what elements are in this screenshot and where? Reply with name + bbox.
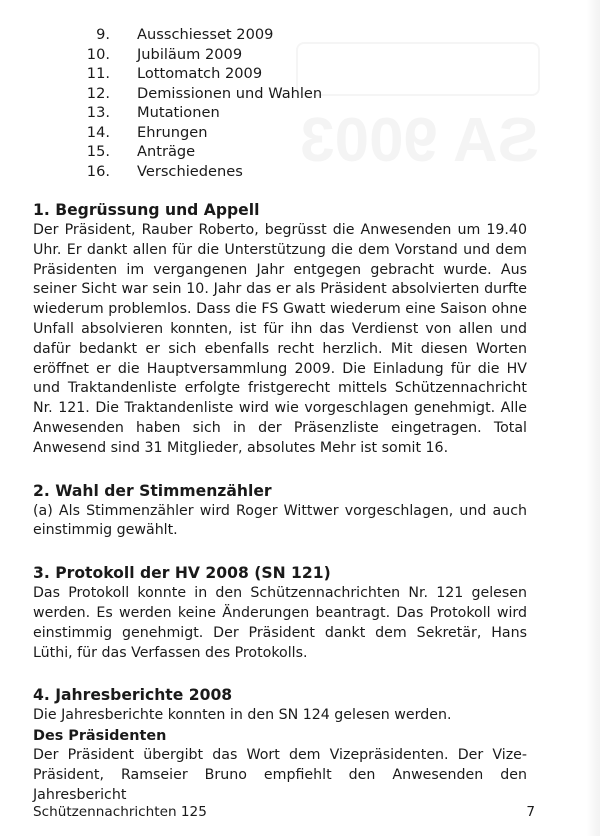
agenda-item: [0, 45, 600, 65]
subsection-text: Der Präsident übergibt das Wort dem Vizepräsidenten. Der Vize-Präsident, Ramseier Bruno empfiehlt den Anwesenden den Jahresbericht: [33, 747, 527, 803]
publication-name: Schützennachrichten 125: [33, 804, 207, 820]
agenda-label: Anträge: [137, 143, 196, 160]
section-text: Der Präsident, Rauber Roberto, begrüsst die Anwesenden um 19.40 Uhr. Er dankt allen für die Unterstützung die dem Vorstand und dem Präsidenten im vergangenen Jahr entgegen gebracht wurde. Aus seiner Sicht war sein 10. Jahr das er als Präsident absolvierten durfte wiederum problemlos. Dass die FS Gwatt wiederum eine Saison ohne Unfall absolvieren konnten, ist für ihn das Verdienst von allen und dafür bedankt er sich ebenfalls recht herzlich. Mit diesen Worten eröffnet er die Hauptversammlung 2009. Die Einladung für die HV und Traktandenliste erfolgte fristgerecht mittels Schützennachricht Nr. 121. Die Traktandenliste wird wie vorgeschlagen genehmigt. Alle Anwesenden haben sich in der Präsenzliste eingetragen. Total Anwesend sind 31 Mitglieder, absolutes Mehr ist somit 16.: [33, 222, 527, 456]
agenda-item: [0, 25, 600, 45]
agenda-item: [0, 162, 600, 182]
agenda-label: Demissionen und Wahlen: [137, 84, 323, 102]
agenda-label: Verschiedenes: [137, 162, 243, 180]
agenda-number: 15.: [86, 143, 110, 160]
section-begruessung: [33, 200, 527, 459]
minutes-content: [33, 200, 527, 828]
agenda-number: 13.: [86, 104, 110, 121]
section-text: (a) Als Stimmenzähler wird Roger Wittwer vorgeschlagen, und auch einstimmig gewählt.: [33, 502, 527, 539]
agenda-number: 12.: [86, 84, 110, 102]
section-jahresberichte: [33, 685, 527, 805]
section-stimmenzaehler: [33, 481, 527, 542]
agenda-list: [0, 25, 600, 181]
agenda-number: 16.: [86, 162, 110, 180]
agenda-item: [0, 103, 600, 123]
agenda-label: Ehrungen: [137, 123, 208, 141]
agenda-number: 11.: [86, 65, 110, 82]
section-heading: 4. Jahresberichte 2008: [33, 686, 233, 705]
agenda-item: [0, 84, 600, 104]
agenda-label: Mutationen: [137, 104, 220, 121]
agenda-label: Lottomatch 2009: [137, 65, 263, 82]
section-heading: 3. Protokoll der HV 2008 (SN 121): [33, 564, 331, 583]
page-number: 7: [526, 804, 535, 820]
agenda-item: [0, 64, 600, 84]
agenda-number: 14.: [86, 123, 110, 141]
section-text: Die Jahresberichte konnten in den SN 124 gelesen werden.: [33, 707, 452, 724]
agenda-label: Ausschiesset 2009: [137, 26, 274, 43]
subsection-heading: Des Präsidenten: [33, 728, 167, 745]
section-text: Das Protokoll konnte in den Schützennachrichten Nr. 121 gelesen werden. Es werden keine Änderungen beantragt. Das Protokoll wird einstimmig genehmigt. Der Präsident dankt dem Sekretär, Hans Lüthi, für das Verfassen des Protokolls.: [33, 585, 527, 661]
agenda-item: [0, 123, 600, 143]
agenda-number: 10.: [86, 45, 110, 63]
section-heading: 1. Begrüssung und Appell: [33, 201, 260, 219]
agenda-label: Jubiläum 2009: [137, 45, 243, 63]
page-footer: [33, 802, 535, 822]
section-heading: 2. Wahl der Stimmenzähler: [33, 481, 272, 500]
section-protokoll: [33, 563, 527, 663]
agenda-number: 9.: [96, 26, 110, 43]
agenda-item: [0, 142, 600, 162]
